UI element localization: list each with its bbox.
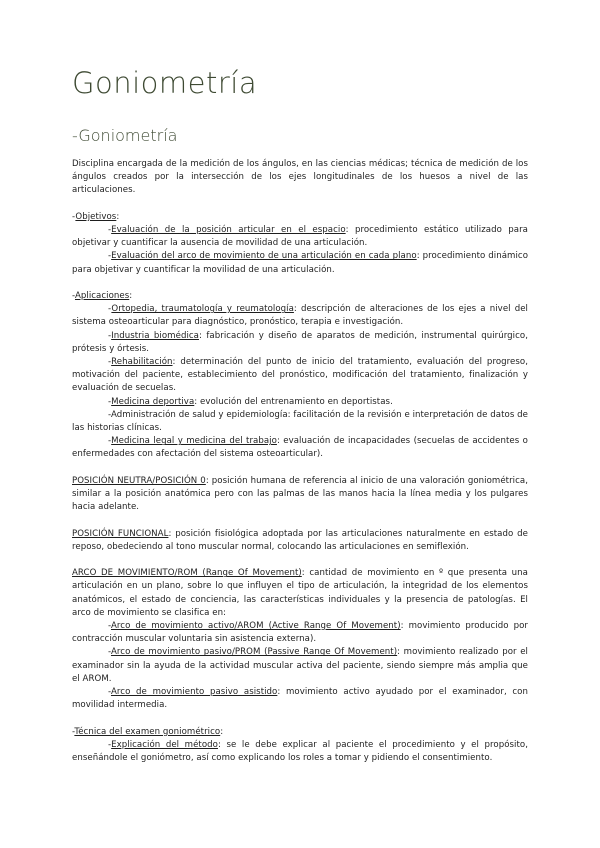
tecnica-heading: -Técnica del examen goniométrico: — [72, 726, 224, 737]
arco-paragraph: ARCO DE MOVIMIENTO/ROM (Range Of Movement): cantidad de movimiento en º que presenta una articulación en un plano, sobre lo que influyen el tipo de articulación, la integridad de los elementos anatómicos, el estado de conciencia, las características individuales y la presencia de patologías. El arco de movimiento se clasifica en: — [72, 568, 528, 618]
objetivo-item: -Evaluación de la posición articular en el espacio: procedimiento estático utilizado para objetivar y cuantificar la ausencia de movilidad de una articulación. — [72, 225, 528, 249]
document-body — [72, 158, 528, 765]
intro-paragraph: Disciplina encargada de la medición de los ángulos, en las ciencias médicas; técnica de medición de los ángulos creados por la intersección de los ejes longitudinales de los huesos a nivel de las articulaciones. — [72, 159, 528, 196]
aplicaciones-heading: -Aplicaciones: — [72, 291, 133, 301]
section-title: -Goniometría — [72, 126, 178, 145]
aplicacion-item: -Medicina legal y medicina del trabajo: evaluación de incapacidades (secuelas de accidentes o enfermedades con afectación del sistema osteoarticular). — [72, 436, 528, 460]
aplicacion-item: -Administración de salud y epidemiología: facilitación de la revisión e interpretación de datos de las historias clínicas. — [72, 409, 528, 434]
tecnica-item: -Explicación del método: se le debe explicar al paciente el procedimiento y el propósito, enseñándole el goniómetro, así como explicando los roles a tomar y pidiendo el consentimiento. — [72, 739, 529, 764]
posicion-neutra-paragraph: POSICIÓN NEUTRA/POSICIÓN 0: posición humana de referencia al inicio de una valoración goniométrica, similar a la posición anatómica pero con las palmas de las manos hacia la línea media y los pulgares hacia adelante. — [72, 475, 528, 513]
objetivo-item: -Evaluación del arco de movimiento de una articulación en cada plano: procedimiento dinámico para objetivar y cuantificar la movilidad de una articulación. — [72, 251, 528, 275]
arco-item: -Arco de movimiento pasivo/PROM (Passive Range Of Movement): movimiento realizado por el examinador sin la ayuda de la actividad muscular activa del paciente, siendo siempre más amplia que el AROM. — [72, 647, 528, 684]
arco-item: -Arco de movimiento pasivo asistido: movimiento activo ayudado por el examinador, con movilidad intermedia. — [72, 687, 528, 711]
arco-item: -Arco de movimiento activo/AROM (Active Range Of Movement): movimiento producido por contracción muscular voluntaria sin asistencia externa). — [72, 621, 528, 645]
aplicacion-item: -Medicina deportiva: evolución del entrenamiento en deportistas. — [108, 396, 393, 407]
aplicacion-item: -Ortopedia, traumatología y reumatología: descripción de alteraciones de los ejes a nivel del sistema osteoarticular para diagnóstico, pronóstico, terapia e investigación. — [72, 304, 528, 328]
aplicacion-item: -Rehabilitación: determinación del punto de inicio del tratamiento, evaluación del progreso, motivación del paciente, establecimiento del pronóstico, modificación del tratamiento, finalización y evaluación de secuelas. — [72, 357, 528, 394]
posicion-funcional-paragraph: POSICIÓN FUNCIONAL: posición fisiológica adoptada por las articulaciones naturalmente en estado de reposo, obedeciendo al tono muscular normal, colocando las articulaciones en semiflexión. — [72, 528, 528, 552]
objetivos-heading: -Objetivos: — [72, 211, 120, 222]
page-title: Goniometría — [72, 66, 258, 100]
aplicacion-item: -Industria biomédica: fabricación y diseño de aparatos de medición, instrumental quirúrgico, prótesis y órtesis. — [72, 330, 528, 354]
